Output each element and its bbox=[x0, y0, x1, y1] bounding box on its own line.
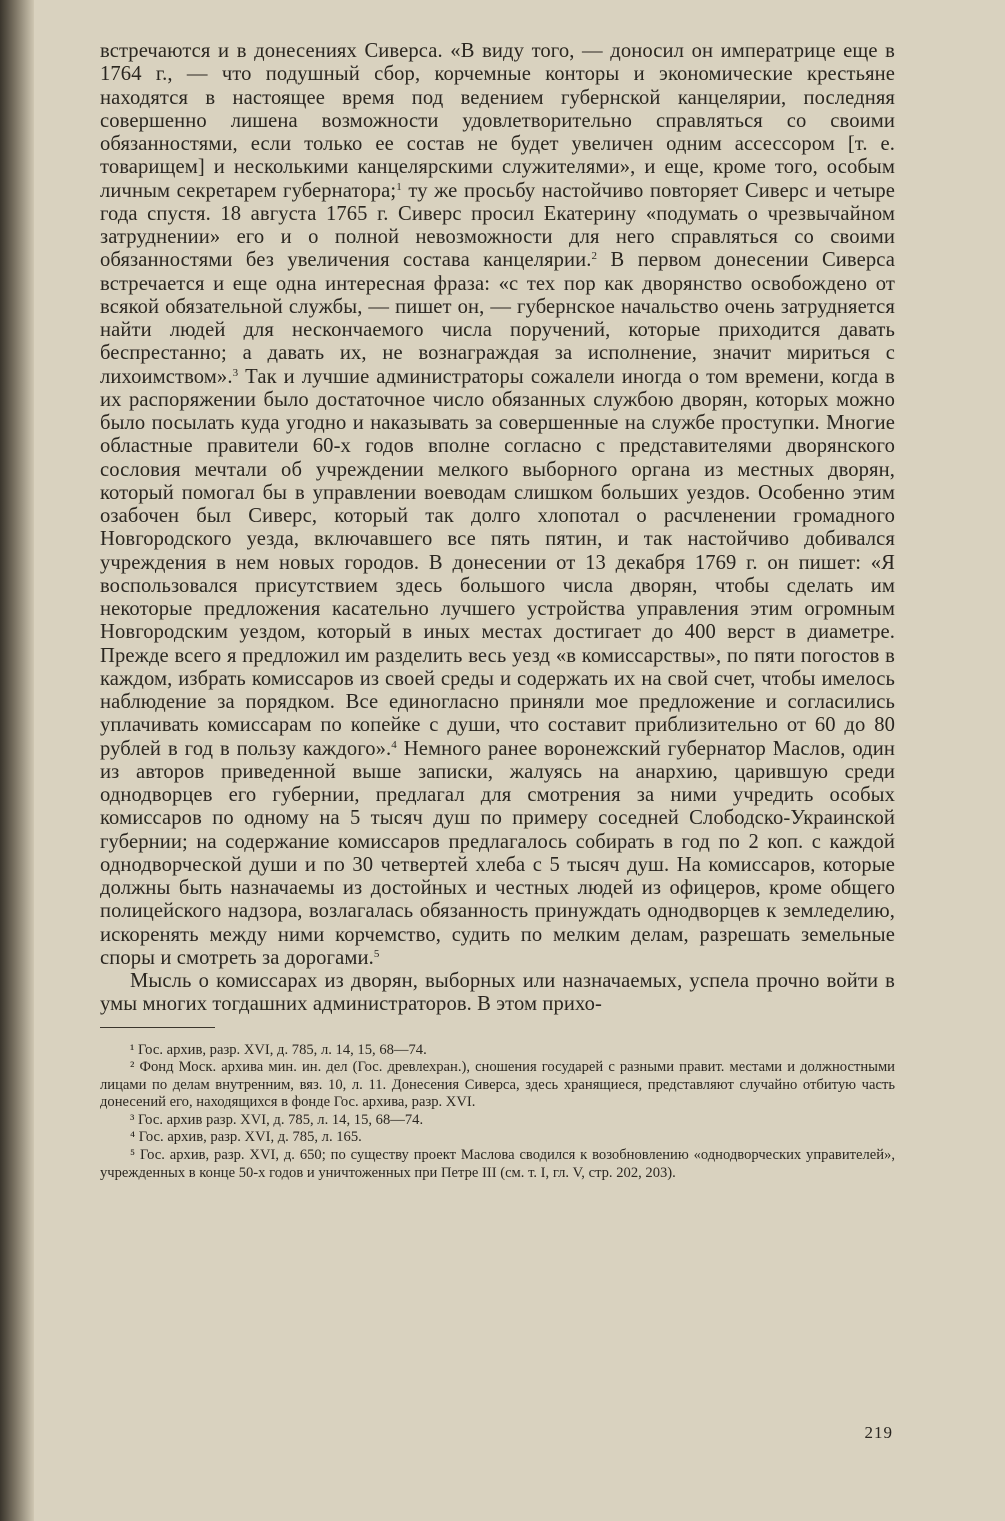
footnote-5: ⁵ Гос. архив, разр. XVI, д. 650; по существу проект Маслова сводился к возобновлению «однодворческих управителей», учрежденных в конце 50-х годов и уничтоженных при Петре III (см. т. I, гл. V, стр. 202, 203). bbox=[100, 1147, 895, 1181]
footnote-ref-4: 4 bbox=[391, 738, 397, 751]
footnote-1: ¹ Гос. архив, разр. XVI, д. 785, л. 14, 15, 68—74. bbox=[130, 1041, 427, 1058]
footnote-3: ³ Гос. архив разр. XVI, д. 785, л. 14, 15, 68—74. bbox=[130, 1111, 424, 1128]
footnote-2: ² Фонд Моск. архива мин. ин. дел (Гос. древлехран.), сношения государей с разными правит. местами и должностными лицами по делам внутренним, вяз. 10, л. 11. Донесения Сиверса, здесь хранящиеся, представляют случайно отбитую часть донесений его, находящихся в фонде Гос. архива, разр. XVI. bbox=[100, 1059, 895, 1111]
book-page bbox=[100, 40, 895, 1182]
footnote-ref-5: 5 bbox=[373, 947, 380, 960]
text-run: встречаются и в донесениях Сиверса. «В виду того, — доносил он императрице еще в 1764 г., — что подушный сбор, корчемные конторы и экономические крестьяне находятся в настоящее время под ведением губернской канцелярии, последняя совершенно лишена возможности удовлетворительно справляться со своими обязанностями, если только ее состав не будет увеличен одним ассессором [т. е. товарищем] и несколькими канцелярскими служителями», и еще, кроме того, особым личным секретарем губернатора; bbox=[100, 40, 895, 202]
paragraph-1 bbox=[100, 40, 895, 970]
footnote-ref-3: 3 bbox=[232, 366, 239, 379]
text-run: В первом донесении Сиверса встречается и еще одна интересная фраза: «с тех пор как дворянство освобождено от всякой обязательной службы, — пишет он, — губернское начальство очень затрудняется найти людей для нескончаемого числа поручений, которые приходится давать беспрестанно; а давать их, не вознаграждая за исполнение, значит мириться с лихоимством». bbox=[100, 249, 895, 388]
footnote-separator bbox=[100, 1027, 215, 1028]
paragraph-2: Мысль о комиссарах из дворян, выборных или назначаемых, успела прочно войти в умы многих тогдашних администраторов. В этом прихо- bbox=[100, 970, 895, 1016]
footnotes bbox=[100, 1042, 895, 1183]
book-gutter-shadow bbox=[0, 0, 34, 1521]
text-run: Так и лучшие администраторы сожалели иногда о том времени, когда в их распоряжении было достаточное число обязанных службою дворян, которых можно было посылать куда угодно и наказывать за совершенные на службе проступки. Многие областные правители 60-х годов вполне согласно с представителями дворянского сословия мечтали об учреждении мелкого выборного органа из местных дворян, который помогал бы в управлении воеводам слишком больших уездов. Особенно этим озабочен был Сиверс, который так долго хлопотал о расчленении громадного Новгородского уезда, включавшего все пять пятин, и так настойчиво добивался учреждения в нем новых городов. В донесении от 13 декабря 1769 г. он пишет: «Я воспользовался присутствием здесь большого числа дворян, чтобы сделать им некоторые предложения касательно лучшего устройства управления этим огромным Новгородским уездом, который в иных местах достигает до 400 верст в диаметре. Прежде всего я предложил им разделить весь уезд «в комиссарствы», по пяти погостов в каждом, избрать комиссаров из своей среды и содержать их на свой счет, чтобы имелось наблюдение за порядком. Все единогласно приняли мое предложение и согласились уплачивать комиссарам по копейке с души, что составит приблизительно от 60 до 80 рублей в год в пользу каждого». bbox=[100, 365, 895, 760]
footnote-ref-2: 2 bbox=[591, 250, 598, 263]
page-number: 219 bbox=[864, 1423, 893, 1442]
footnote-4: ⁴ Гос. архив, разр. XVI, д. 785, л. 165. bbox=[130, 1129, 362, 1146]
text-run: Немного ранее воронежский губернатор Маслов, один из авторов приведенной выше записки, жалуясь на анархию, царившую среди однодворцев его губернии, предлагал для смотрения за ними учредить особых комиссаров по одному на 5 тысяч душ по примеру соседней Слободско-Украинской губернии; на содержание комиссаров предлагалось собирать в год по 2 коп. с каждой однодворческой души и по 30 четвертей хлеба с 5 тысяч душ. На комиссаров, которые должны быть назначаемы из достойных и честных людей из офицеров, кроме общего полицейского надзора, возлагалась обязанность принуждать однодворцев к земледелию, искоренять между ними корчемство, судить по мелким делам, разрешать земельные споры и смотреть за дорогами. bbox=[100, 737, 895, 969]
text-run: ту же просьбу настойчиво повторяет Сиверс и четыре года спустя. 18 августа 1765 г. Сиверс просил Екатерину «подумать о чрезвычайном затруднении» его и о полной невозможности для него справляться со своими обязанностями без увеличения состава канцелярии. bbox=[100, 179, 896, 272]
main-text bbox=[100, 40, 895, 1017]
footnote-ref-1: 1 bbox=[396, 180, 402, 193]
